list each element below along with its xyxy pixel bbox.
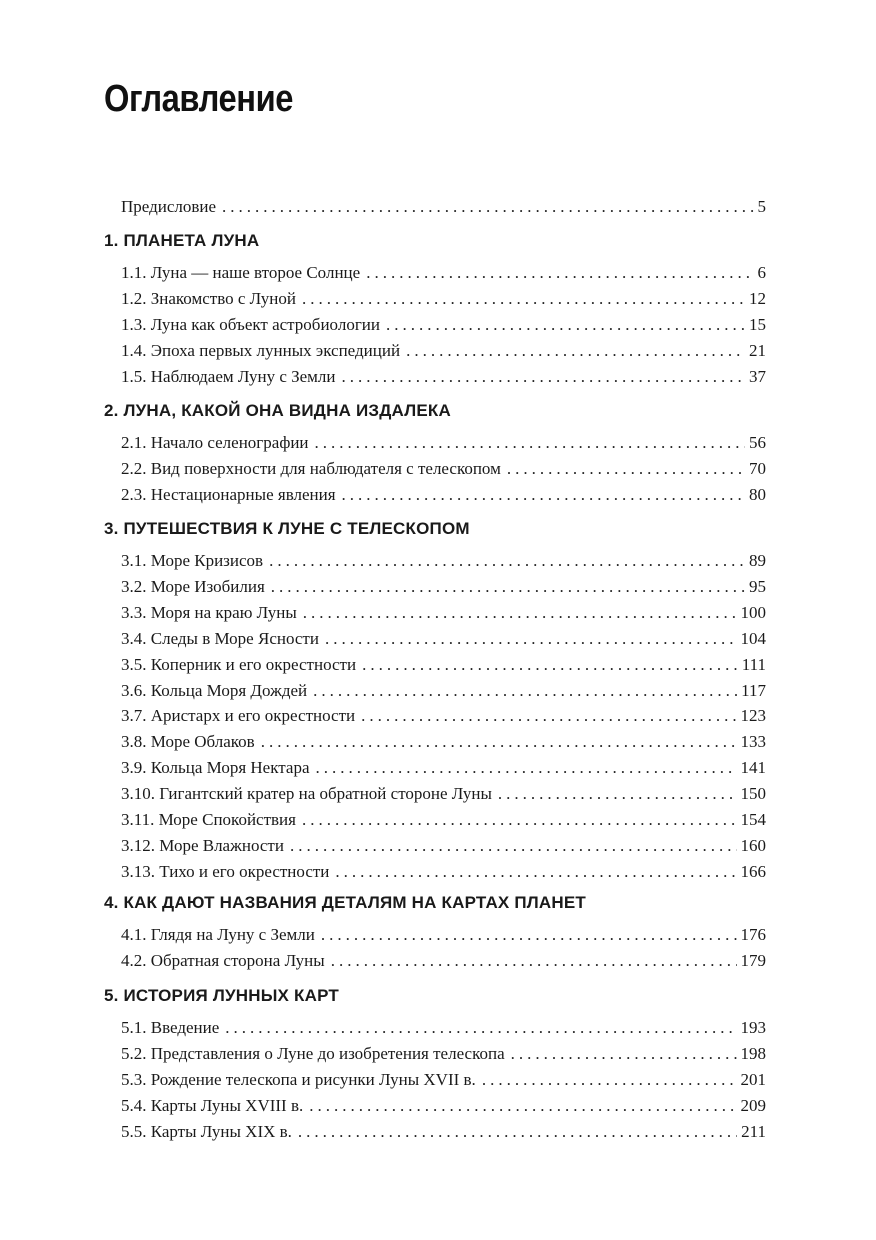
toc-entry-page: 21 xyxy=(749,340,766,360)
toc-entry-page: 133 xyxy=(740,732,766,752)
toc-entry-page: 176 xyxy=(740,925,766,944)
toc-entry[interactable] xyxy=(121,704,766,728)
toc-entry-page: 160 xyxy=(740,835,766,855)
chapter-heading[interactable]: 3. ПУТЕШЕСТВИЯ К ЛУНЕ С ТЕЛЕСКОПОМ xyxy=(104,519,470,538)
dot-leader xyxy=(386,313,745,337)
dot-leader xyxy=(361,704,736,728)
dot-leader xyxy=(225,1016,736,1040)
toc-entry-title: 4.2. Обратная сторона Луны xyxy=(121,950,325,970)
chapter-heading[interactable]: 1. ПЛАНЕТА ЛУНА xyxy=(104,231,260,250)
dot-leader xyxy=(316,756,737,780)
toc-entry-page: 56 xyxy=(749,433,766,452)
toc-entry[interactable] xyxy=(121,627,766,651)
toc-entry-page: 117 xyxy=(741,680,766,700)
toc-entry-page: 123 xyxy=(740,706,766,726)
toc-entry-title: 1.4. Эпоха первых лунных экспедиций xyxy=(121,340,401,360)
toc-entry-title: 4.1. Глядя на Луну с Земли xyxy=(121,925,315,944)
toc-entry-title: 2.3. Нестационарные явления xyxy=(121,484,336,504)
dot-leader xyxy=(342,365,745,389)
toc-entry-title: 3.3. Моря на краю Луны xyxy=(121,602,297,622)
toc-entry[interactable] xyxy=(121,1094,766,1118)
toc-entry[interactable] xyxy=(121,575,766,599)
toc-entry[interactable] xyxy=(121,679,766,703)
dot-leader xyxy=(342,483,745,507)
chapter-heading[interactable]: 5. ИСТОРИЯ ЛУННЫХ КАРТ xyxy=(104,986,339,1005)
dot-leader xyxy=(406,339,745,363)
toc-entry-page: 89 xyxy=(749,551,766,570)
toc-entry-page: 166 xyxy=(740,861,766,881)
dot-leader xyxy=(335,860,736,884)
toc-entry-title: 5.5. Карты Луны XIX в. xyxy=(121,1121,292,1141)
toc-entry-title: 3.6. Кольца Моря Дождей xyxy=(121,680,308,700)
toc-entry-title: 5.2. Представления о Луне до изобретения телескопа xyxy=(121,1043,505,1063)
toc-entry-title: 3.7. Аристарх и его окрестности xyxy=(121,706,356,726)
toc-entry-title: 3.4. Следы в Море Ясности xyxy=(121,628,319,648)
toc-entry[interactable] xyxy=(121,339,766,363)
toc-entry-title: Предисловие xyxy=(121,197,217,216)
toc-entry-title: 1.1. Луна — наше второе Солнце xyxy=(121,263,361,282)
toc-entry-title: 3.12. Море Влажности xyxy=(121,835,284,855)
dot-leader xyxy=(303,601,737,625)
toc-entry-page: 12 xyxy=(749,288,766,308)
toc-entry-page: 104 xyxy=(740,628,766,648)
dot-leader xyxy=(362,653,738,677)
toc-entry-title: 3.10. Гигантский кратер на обратной стороне Луны xyxy=(121,784,492,804)
toc-entry[interactable] xyxy=(121,287,766,311)
dot-leader xyxy=(261,730,737,754)
toc-entry-page: 150 xyxy=(740,784,766,804)
dot-leader xyxy=(498,782,737,806)
toc-entry[interactable] xyxy=(121,782,766,806)
toc-entry-page: 154 xyxy=(740,810,766,829)
toc-entry[interactable] xyxy=(121,483,766,507)
toc-entry-page: 70 xyxy=(749,458,766,478)
toc-entry[interactable] xyxy=(121,313,766,337)
chapter-heading[interactable]: 4. КАК ДАЮТ НАЗВАНИЯ ДЕТАЛЯМ НА КАРТАХ ПЛАНЕТ xyxy=(104,893,587,912)
dot-leader xyxy=(315,431,745,455)
dot-leader xyxy=(313,679,737,703)
toc-entry[interactable] xyxy=(121,549,766,573)
toc-entry[interactable] xyxy=(121,923,766,947)
dot-leader xyxy=(482,1068,737,1092)
toc-entry-page: 100 xyxy=(740,602,766,622)
toc-entry[interactable] xyxy=(121,949,766,973)
toc-entry-page: 209 xyxy=(740,1095,766,1115)
toc-entry[interactable] xyxy=(121,601,766,625)
toc-entry-page: 141 xyxy=(740,758,766,778)
dot-leader xyxy=(269,549,745,573)
toc-entry-page: 5 xyxy=(757,197,766,216)
toc-entry-title: 1.2. Знакомство с Луной xyxy=(121,288,296,308)
toc-entry-preface[interactable] xyxy=(121,195,766,219)
toc-entry-page: 179 xyxy=(740,950,766,970)
toc-entry[interactable] xyxy=(121,431,766,455)
toc-entry[interactable] xyxy=(121,834,766,858)
toc-entry-title: 3.5. Коперник и его окрестности xyxy=(121,654,357,674)
toc-entry-title: 2.2. Вид поверхности для наблюдателя с телескопом xyxy=(121,458,501,478)
toc-entry[interactable] xyxy=(121,1068,766,1092)
toc-entry-page: 6 xyxy=(757,263,766,282)
dot-leader xyxy=(290,834,737,858)
toc-entry-page: 201 xyxy=(740,1069,766,1089)
dot-leader xyxy=(302,808,737,832)
toc-entry[interactable] xyxy=(121,365,766,389)
page-title: Оглавление xyxy=(104,78,294,120)
toc-entry-title: 1.5. Наблюдаем Луну с Земли xyxy=(121,366,336,386)
dot-leader xyxy=(309,1094,736,1118)
toc-entry[interactable] xyxy=(121,756,766,780)
toc-entry-title: 5.4. Карты Луны XVIII в. xyxy=(121,1095,304,1115)
toc-entry-title: 3.1. Море Кризисов xyxy=(121,551,264,570)
toc-entry[interactable] xyxy=(121,261,766,285)
toc-entry[interactable] xyxy=(121,457,766,481)
toc-entry-title: 3.2. Море Изобилия xyxy=(121,576,265,596)
toc-entry[interactable] xyxy=(121,1120,766,1144)
toc-entry[interactable] xyxy=(121,730,766,754)
toc-entry-title: 5.1. Введение xyxy=(121,1018,220,1037)
toc-entry-title: 3.8. Море Облаков xyxy=(121,732,255,752)
toc-entry[interactable] xyxy=(121,1042,766,1066)
toc-entry-title: 5.3. Рождение телескопа и рисунки Луны XVII в. xyxy=(121,1069,476,1089)
toc-entry-page: 80 xyxy=(749,484,766,504)
toc-entry-title: 3.11. Море Спокойствия xyxy=(121,810,296,829)
toc-entry[interactable] xyxy=(121,808,766,832)
dot-leader xyxy=(302,287,745,311)
toc-entry-page: 211 xyxy=(741,1121,766,1141)
dot-leader xyxy=(271,575,745,599)
toc-entry-page: 193 xyxy=(740,1018,766,1037)
dot-leader xyxy=(511,1042,737,1066)
chapter-heading[interactable]: 2. ЛУНА, КАКОЙ ОНА ВИДНА ИЗДАЛЕКА xyxy=(104,401,451,420)
toc-entry-page: 111 xyxy=(741,654,766,674)
toc-entry-title: 1.3. Луна как объект астробиологии xyxy=(121,314,380,334)
toc-entry-title: 2.1. Начало селенографии xyxy=(121,433,309,452)
dot-leader xyxy=(507,457,745,481)
toc-entry[interactable] xyxy=(121,1016,766,1040)
toc-entry-page: 15 xyxy=(749,314,766,334)
toc-entry[interactable] xyxy=(121,860,766,884)
toc-entry-title: 3.13. Тихо и его окрестности xyxy=(121,861,330,881)
dot-leader xyxy=(366,261,753,285)
dot-leader xyxy=(298,1120,737,1144)
dot-leader xyxy=(331,949,737,973)
dot-leader xyxy=(325,627,737,651)
dot-leader xyxy=(321,923,737,947)
toc-entry-page: 95 xyxy=(749,576,766,596)
toc-entry-page: 198 xyxy=(740,1043,766,1063)
dot-leader xyxy=(222,195,753,219)
toc-entry-page: 37 xyxy=(749,366,766,386)
toc-entry-title: 3.9. Кольца Моря Нектара xyxy=(121,758,310,778)
toc-entry[interactable] xyxy=(121,653,766,677)
